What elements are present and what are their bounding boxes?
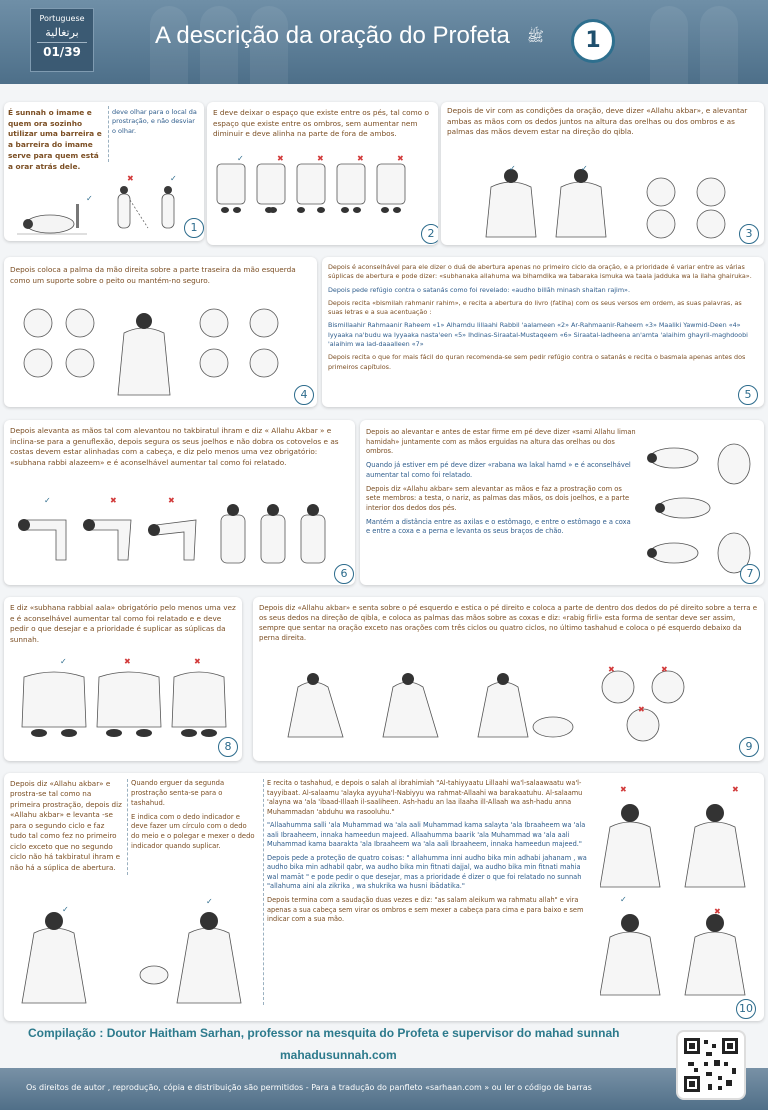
correct-check-icon: ✓ <box>60 657 67 666</box>
section-10-col1-text: Depois diz «Allahu akbar» e prostra-se tal como na primeira prostração, depois diz «Allahu akbar» e levanta -se para o segundo ciclo e faz tudo tal como fez no primeiro ciclo exceto que no segundo ciclo não há takbiratul ihram e não há a súplica de abertura. <box>10 779 122 872</box>
page-count: 01/39 <box>37 42 87 59</box>
correct-check-icon: ✓ <box>206 897 213 906</box>
section-card-3 <box>441 102 764 245</box>
qr-code-icon[interactable] <box>676 1030 746 1100</box>
section-card-2 <box>207 102 438 245</box>
wrong-x-icon: ✖ <box>110 496 117 505</box>
section-card-1 <box>4 102 204 241</box>
language-native-label: برتغالية <box>45 26 79 39</box>
correct-check-icon: ✓ <box>509 164 516 173</box>
section-8-text: E diz «subhana rabbial aala» obrigatório pelo menos uma vez e é aconselhável aumentar tal como foi relatado e e deve pedir o que desejar e a prioridade é suplicar as súplicas da sunnah. <box>10 603 236 644</box>
section-5-p5: Depois recita o que for mais fácil do quran recomenda-se sem pedir refúgio contra o satanás e recita o basmala apenas antes dos primeiros capítulos. <box>328 353 746 371</box>
section-5-p3: Depois recita «bismilah rahmanir rahim», e recita a abertura do livro (fatiha) com os seus versos em ordem, as suas palavras, as suas letras e a sua acentuação : <box>328 298 742 317</box>
prostration-figures <box>644 428 760 578</box>
correct-check-icon: ✓ <box>170 174 177 183</box>
section-number-9: 9 <box>739 737 759 757</box>
language-label: Portuguese <box>39 14 85 23</box>
section-number-7: 7 <box>740 564 760 584</box>
section-number-2: 2 <box>421 224 438 244</box>
section-10-col3-content <box>267 779 593 929</box>
section-card-9 <box>253 597 764 761</box>
section-10-col2-p1: Quando erguer da segunda prostração senta-se para o tashahud. <box>131 779 225 807</box>
compilation-line <box>28 1026 619 1040</box>
wrong-x-icon: ✖ <box>317 154 324 163</box>
section-10-col3-p1: E recita o tashahud, e depois o salah al ibrahimiah "Al-tahiyyaatu Lillaahi wa'l-salaawaatu wa'l-tayyibaat. Al-salaamu 'alayka ayyuha'l-Nabiyyu wa rahmat-Allaahi wa barakaatuhu. Al-salaamu 'alayna wa 'ala 'ibaad-Illaah il-saaliheen. Ash-hadu an laa ilaaha ill-Allaah wa ash-hadu anna Muhammadan 'abduhu wa rasooluhu." <box>267 779 583 816</box>
header-banner <box>0 0 768 84</box>
section-number-10: 10 <box>736 999 756 1019</box>
section-10-col3-p3: Depois pede a proteção de quatro coisas: " allahumma inni audho bika min adhabi jahanam , wa audho bika min adhabil qabr, wa audho bika min fitnati dajjal, wa audho bika min fitnati mahia wal mamāt " e pode pedir o que desejar, mas a prioridade é dizer o que foi relatado no sunnah "allahuma aini ala zikrika , wa shukrika wa husni ibādatika." <box>267 853 587 891</box>
wrong-x-icon: ✖ <box>714 907 721 916</box>
section-3-text: Depois de vir com as condições da oração, deve dizer «Allahu akbar», e alevantar ambas as mãos com os dedos juntos na altura das orelhas ou dos ombros e as palmas das mãos devem estar na direção do qibla. <box>447 106 748 137</box>
section-5-p1: Depois é aconselhável para ele dizer o duá de abertura apenas no primeiro ciclo da oração, e a prioridade é variar entre as várias súplicas de abertura e pode dizer: «subhanaka allahuma wa bihamdika wa tabaraka ismuka wa taala jadduka wa la ilaha ghairuka». <box>328 263 752 281</box>
section-10-col2-p2: E indica com o dedo indicador e deve fazer um círculo com o dedo do meio e o polegar e mexer o dedo indicador quando suplicar. <box>131 812 255 851</box>
section-1-text: É sunnah o imame e quem ora sozinho utilizar uma barreira e a barreira do imame serve para quem está a orar atrás dele. <box>8 108 102 171</box>
section-card-7 <box>360 420 764 585</box>
sujood-back-figures <box>14 667 234 743</box>
correct-check-icon: ✓ <box>581 164 588 173</box>
section-7-p4: Mantém a distância entre as axilas e o estômago, e entre o estômago e a coxa e entre a coxa e a perna e levanta os seus braços de chão. <box>366 517 631 536</box>
language-badge <box>30 8 94 72</box>
section-number-4: 4 <box>294 385 314 405</box>
section-4-text: Depois coloca a palma da mão direita sobre a parte traseira da mão esquerda como um suporte sobre o peito ou mantém-no seguro. <box>10 265 296 285</box>
correct-check-icon: ✓ <box>620 895 627 904</box>
wrong-x-icon: ✖ <box>277 154 284 163</box>
sitting-figures <box>283 667 743 747</box>
section-10-col3-p2: "Allaahumma salli 'ala Muhammad wa 'ala aali Muhammad kama salayta 'ala Ibraaheem wa 'ala aali Ibraaheem, innaka hameedun majeed. Allaahumma baarik 'ala Muhammad wa 'ala aali Muhammad kama baarakta 'ala Ibraaheem wa 'ala aali Ibraaheem, innaka hameedun majeed." <box>267 821 586 849</box>
qr-pattern <box>678 1032 744 1098</box>
bowing-figures <box>16 500 336 582</box>
section-number-3: 3 <box>739 224 759 244</box>
section-number-5: 5 <box>738 385 758 405</box>
section-5-p2: Depois pede refúgio contra o satanás como foi revelado: «audho billāh minash shaitan rajim». <box>328 285 630 294</box>
section-card-4 <box>4 257 317 407</box>
section-card-8 <box>4 597 242 761</box>
honorific-calligraphy: ﷺ <box>527 29 544 45</box>
page-title: A descrição da oração do Profeta <box>155 22 510 49</box>
hand-placement-figures <box>14 303 304 399</box>
correct-check-icon: ✓ <box>62 905 69 914</box>
wrong-x-icon: ✖ <box>620 785 627 794</box>
prostration-barrier-figure <box>12 178 202 238</box>
sheet-number-badge: 1 <box>571 19 615 63</box>
section-2-text: E deve deixar o espaço que existe entre os pés, tal como o espaço que existe entre os ombros, sem aumentar nem diminuir e deve alinha na parte de fora de ambos. <box>213 108 429 139</box>
section-7-p2: Quando já estiver em pé deve dizer «rabana wa lakal hamd » e é aconselhável aumentar tal como foi relatado. <box>366 461 631 479</box>
wrong-x-icon: ✖ <box>608 665 615 674</box>
compilation-label: Compilação <box>28 1026 97 1040</box>
footer-banner <box>0 1068 768 1110</box>
section-5-p4: Bismillaahir Rahmaanir Raheem «1» Alhamdu lillaahi Rabbil 'aalameen «2» Ar-Rahmaanir-Raheem «3» Maaliki Yawmid-Deen «4» Iyyaaka na'budu wa Iyyaaka nasta'een «5» Ihdinas-Siraatal-Mustaqeem «6» Siraatal-ladheena an'amta 'alaihim ghayril-maghdoobi 'alaihim wa lad-daaalleen «7» <box>328 321 748 348</box>
takbir-hands-figures <box>481 162 751 242</box>
compilation-text: : Doutor Haitham Sarhan, professor na mesquita do Profeta e supervisor do mahad sunnah <box>99 1026 620 1040</box>
section-9-text: Depois diz «Allahu akbar» e senta sobre o pé esquerdo e estica o pé direito e coloca a parte de dentro dos dedos do pé direito sobre a terra e os seus dedos na direção de qibla, e coloca as palmas das mãos sobre as coxas e diz: «rabig firli» esta forma de sentar deve ser assim, sempre que sentar na oração exceto nas orações com três ciclos ou quatro ciclos, no último tashahud e coloca o pé esquerdo debaixo da perna direita. <box>259 604 758 643</box>
wrong-x-icon: ✖ <box>397 154 404 163</box>
wrong-x-icon: ✖ <box>732 785 739 794</box>
wrong-x-icon: ✖ <box>357 154 364 163</box>
section-1-side-text: deve olhar para o local da prostração, e não desviar o olhar. <box>112 108 197 135</box>
wrong-x-icon: ✖ <box>638 705 645 714</box>
section-7-p3: Depois diz «Allahu akbar» sem alevantar as mãos e faz a prostração com os sete membros: a testa, o nariz, as palmas das mãos, os dois joelhos, e a parte interior dos dedos dos pés. <box>366 484 630 513</box>
section-card-6 <box>4 420 355 585</box>
section-10-col2-content <box>131 779 257 856</box>
wrong-x-icon: ✖ <box>124 657 131 666</box>
salam-figures <box>600 787 750 997</box>
correct-check-icon: ✓ <box>44 496 51 505</box>
wrong-x-icon: ✖ <box>168 496 175 505</box>
section-10-col3-p4: Depois termina com a saudação duas vezes e diz: "as salam aleikum wa rahmatu allah" e vira apenas a sua cabeça sem virar os ombros e sem mexer a cabeça para cima e para baixo e sem indicar com a sua mão. <box>267 896 584 924</box>
section-7-content <box>366 428 636 541</box>
section-number-1: 1 <box>184 218 204 238</box>
section-7-p1: Depois ao alevantar e antes de estar firme em pé deve dizer «sami Allahu liman hamidah» juntamente com as mãos erguidas na altura das orelhas ou dos ombros. <box>366 428 636 456</box>
wrong-x-icon: ✖ <box>661 665 668 674</box>
section-5-content <box>328 263 758 376</box>
section-number-8: 8 <box>218 737 238 757</box>
rights-text: Os direitos de autor , reprodução, cópia e distribuição são permitidos - Para a tradução do panfleto «sarhaan.com » ou ler o código de barras <box>26 1083 592 1092</box>
section-card-10 <box>4 773 764 1021</box>
section-card-5 <box>322 257 764 407</box>
wrong-x-icon: ✖ <box>127 174 134 183</box>
section-number-6: 6 <box>334 564 354 584</box>
website-link[interactable]: mahadusunnah.com <box>280 1048 397 1062</box>
correct-check-icon: ✓ <box>86 194 93 203</box>
correct-check-icon: ✓ <box>237 154 244 163</box>
feet-spacing-figures <box>211 154 433 226</box>
wrong-x-icon: ✖ <box>194 657 201 666</box>
section-6-text: Depois alevanta as mãos tal com alevantou no takbiratul ihram e diz « Allahu Akbar » e inclina-se para a genuflexão, depois segura os seus joelhos e não dobra os cotovelos e as costas devem estar alinhadas com a cabeça, e diz pelo menos uma vez obrigatório: «subhana rabbi alazeem» e é aconselhável aumentar tal como foi relatado. <box>10 426 339 467</box>
tashahud-figures <box>14 903 254 1013</box>
